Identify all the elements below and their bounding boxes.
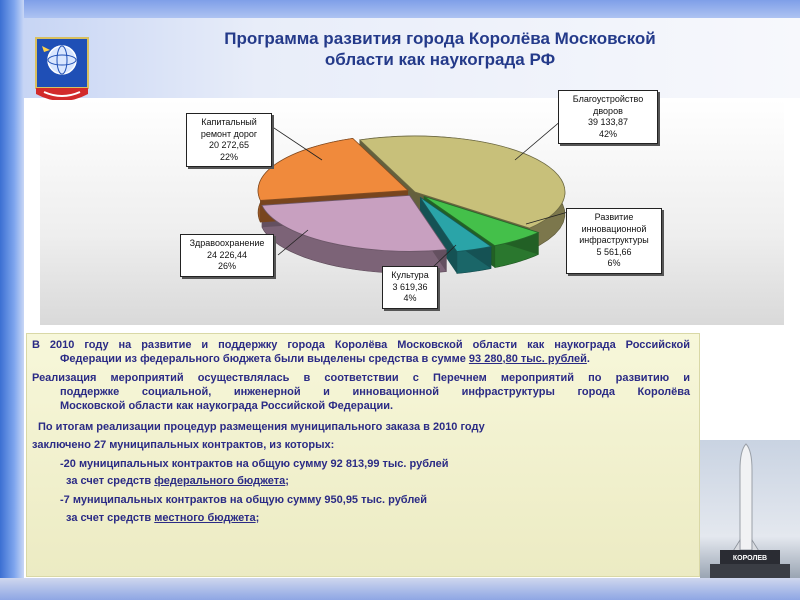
callout-kultura	[382, 266, 438, 309]
p1-text: Федерации из федерального бюджета были выделены средства в сумме	[60, 353, 469, 365]
callout-innov-value: 5 561,66	[596, 246, 632, 257]
p1-line-a: В 2010 году на развитие и поддержку города Королёва Московской области как наукограда Российской	[32, 339, 690, 351]
p8-end: ;	[255, 512, 260, 524]
callout-blago-value: 39 133,87	[587, 117, 629, 127]
paragraph-1	[32, 338, 690, 366]
pie-chart-panel	[40, 94, 784, 325]
callout-zdrav-pct: 26%	[217, 261, 236, 271]
p1-line-b	[32, 352, 690, 366]
callout-innovation	[566, 208, 662, 274]
coat-of-arms-logo	[32, 36, 92, 106]
callout-zdrav-line1: Здравоохранение	[189, 238, 265, 248]
callout-blagoustroistvo	[558, 90, 658, 144]
p6-end: ;	[285, 475, 289, 487]
callout-kult-pct: 4%	[403, 293, 417, 303]
p2-line-a: Реализация мероприятий осуществлялась в соответствии с Перечнем мероприятий по развитию и	[32, 372, 690, 384]
callout-kapr-line1: Капитальный	[201, 117, 257, 127]
callout-kapr-pct: 22%	[219, 151, 238, 162]
rocket-monument-image	[700, 440, 800, 578]
callout-innov-line3: инфраструктуры	[579, 235, 649, 245]
paragraph-4: заключено 27 муниципальных контрактов, из которых:	[32, 439, 335, 451]
paragraph-8	[66, 511, 259, 525]
paragraph-2	[32, 371, 690, 413]
text-panel	[26, 333, 700, 577]
leader-line-blago	[515, 120, 562, 160]
title-line-1: Программа развития города Королёва Московской	[224, 29, 656, 48]
p8-text: за счет средств	[66, 512, 155, 524]
title-line-2: области как наукограда РФ	[324, 50, 556, 69]
p1-amount-link[interactable]: 93 280,80 тыс. рублей	[468, 353, 587, 365]
callout-blago-line2: дворов	[593, 105, 623, 116]
callout-zdrav-value: 24 226,44	[206, 249, 248, 260]
callout-kapr-value: 20 272,65	[208, 140, 250, 150]
callout-innov-line2: инновационной	[581, 223, 647, 234]
callout-kult-value: 3 619,36	[392, 281, 428, 292]
callout-innov-pct: 6%	[607, 258, 621, 268]
callout-zdravoohranenie	[180, 234, 274, 277]
callout-blago-line1: Благоустройство	[572, 94, 644, 104]
p2-line-c: Московской области как наукограда Российской Федерации.	[60, 400, 394, 412]
p2-line-b: поддержке социальной, инженерной и инновационной инфраструктуры города Королёва	[60, 386, 690, 398]
p6-text: за счет средств	[66, 475, 155, 487]
paragraph-7: -7 муниципальных контрактов на общую сумму 950,95 тыс. рублей	[60, 494, 428, 506]
callout-blago-pct: 42%	[598, 128, 617, 139]
left-band	[0, 0, 24, 600]
callout-kult-line1: Культура	[391, 270, 429, 280]
bottom-band	[0, 578, 800, 600]
paragraph-6	[66, 474, 289, 488]
p1-end: .	[586, 353, 590, 365]
local-budget-link[interactable]: местного бюджета	[154, 512, 256, 524]
callout-kapr-line2: ремонт дорог	[200, 128, 258, 139]
monument-sign: КОРОЛЕВ	[732, 555, 768, 562]
callout-innov-line1: Развитие	[594, 212, 634, 222]
page-title	[160, 28, 720, 70]
callout-kapremont	[186, 113, 272, 167]
paragraph-3: По итогам реализации процедур размещения муниципального заказа в 2010 году	[38, 421, 485, 433]
rocket-monument-photo	[700, 440, 800, 578]
federal-budget-link[interactable]: федерального бюджета	[154, 475, 286, 487]
paragraph-5: -20 муниципальных контрактов на общую сумму 92 813,99 тыс. рублей	[60, 458, 449, 470]
